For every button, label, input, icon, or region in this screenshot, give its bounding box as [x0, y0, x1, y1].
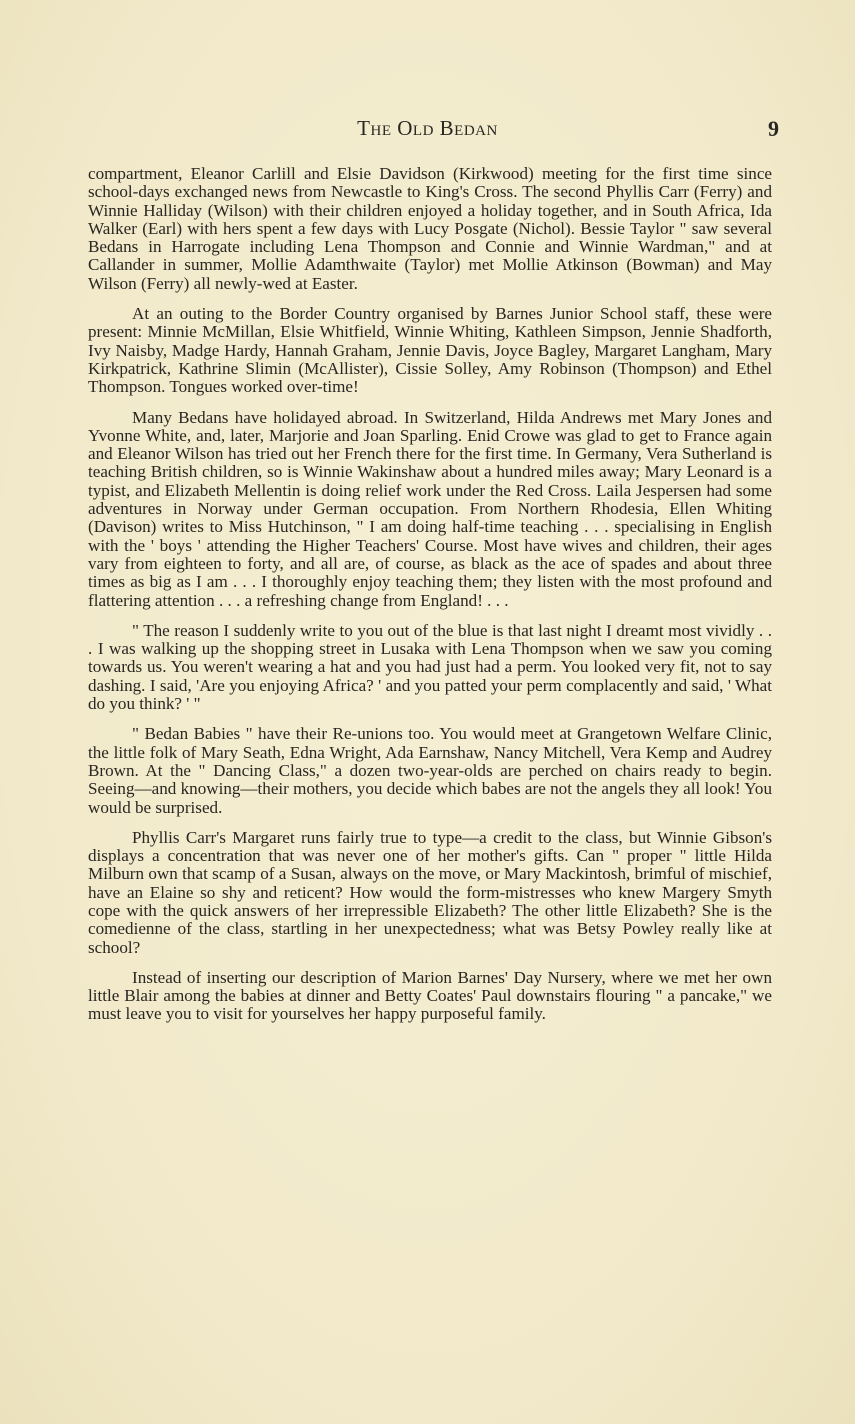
- paragraph: Many Bedans have holidayed abroad. In Switzerland, Hilda Andrews met Mary Jones and Yvonne White, and, later, Marjorie and Joan Sparling. Enid Crowe was glad to get to France again and Eleanor Wilson has tried out her French there for the first time. In Germany, Vera Sutherland is teaching British children, so is Winnie Wakinshaw about a hundred miles away; Mary Leonard is a typist, and Elizabeth Mellentin is doing relief work under the Red Cross. Laila Jespersen had some adventures in Norway under German occupation. From Northern Rhodesia, Ellen Whiting (Davison) writes to Miss Hutchinson, " I am doing half-time teaching . . . specialising in English with the ' boys ' attending the Higher Teachers' Course. Most have wives and children, their ages vary from eighteen to forty, and all are, of course, as black as the ace of spades and about three times as big as I am . . . I thoroughly enjoy teaching them; they listen with the most profound and flattering attention . . . a refreshing change from England! . . .: [88, 407, 772, 610]
- running-title: The Old Bedan: [357, 116, 498, 140]
- page-header: [0, 116, 855, 146]
- paragraph: At an outing to the Border Country organised by Barnes Junior School staff, these were present: Minnie McMillan, Elsie Whitfield, Winnie Whiting, Kathleen Simpson, Jennie Shadforth, Ivy Naisby, Madge Hardy, Hannah Graham, Jennie Davis, Joyce Bagley, Margaret Langham, Mary Kirkpatrick, Kathrine Slimin (McAllister), Cissie Solley, Amy Robinson (Thompson) and Ethel Thompson. Tongues worked over-time!: [88, 304, 772, 397]
- paragraph: compartment, Eleanor Carlill and Elsie Davidson (Kirkwood) meeting for the first time since school-days exchanged news from Newcastle to King's Cross. The second Phyllis Carr (Ferry) and Winnie Halliday (Wilson) with their children enjoyed a holiday together, and in South Africa, Ida Walker (Earl) with hers spent a few days with Lucy Posgate (Nichol). Bessie Taylor " saw several Bedans in Harrogate including Lena Thompson and Connie and Winnie Wardman," and at Callander in summer, Mollie Adamthwaite (Taylor) met Mollie Atkinson (Bowman) and May Wilson (Ferry) all newly-wed at Easter.: [88, 164, 772, 293]
- paragraph: Instead of inserting our description of Marion Barnes' Day Nursery, where we met her own little Blair among the babies at dinner and Betty Coates' Paul downstairs flouring " a pancake," we must leave you to visit for yourselves her happy purposeful family.: [88, 967, 772, 1024]
- page-number: 9: [768, 116, 779, 141]
- paragraph: " Bedan Babies " have their Re-unions too. You would meet at Grangetown Welfare Clinic, the little folk of Mary Seath, Edna Wright, Ada Earnshaw, Nancy Mitchell, Vera Kemp and Audrey Brown. At the " Dancing Class," a dozen two-year-olds are perched on chairs ready to begin. Seeing—and knowing—their mothers, you decide which babes are not the angels they all look! You would be surprised.: [88, 724, 772, 817]
- paragraph: Phyllis Carr's Margaret runs fairly true to type—a credit to the class, but Winnie Gibson's displays a concentration that was never one of her mother's gifts. Can " proper " little Hilda Milburn own that scamp of a Susan, always on the move, or Mary Mackintosh, brimful of mischief, have an Elaine so shy and reticent? How would the form-mistresses who knew Margery Smyth cope with the quick answers of her irrepressible Elizabeth? The other little Elizabeth? She is the comedienne of the class, startling in her unexpectedness; what was Betsy Powley really like at school?: [88, 827, 772, 957]
- body-text: [88, 165, 772, 1036]
- paragraph: " The reason I suddenly write to you out of the blue is that last night I dreamt most vividly . . . I was walking up the shopping street in Lusaka with Lena Thompson when we saw you coming towards us. You weren't wearing a hat and you had just had a perm. You looked very fit, not to say dashing. I said, 'Are you enjoying Africa? ' and you patted your perm complacently and said, ' What do you think? ' ": [88, 620, 772, 714]
